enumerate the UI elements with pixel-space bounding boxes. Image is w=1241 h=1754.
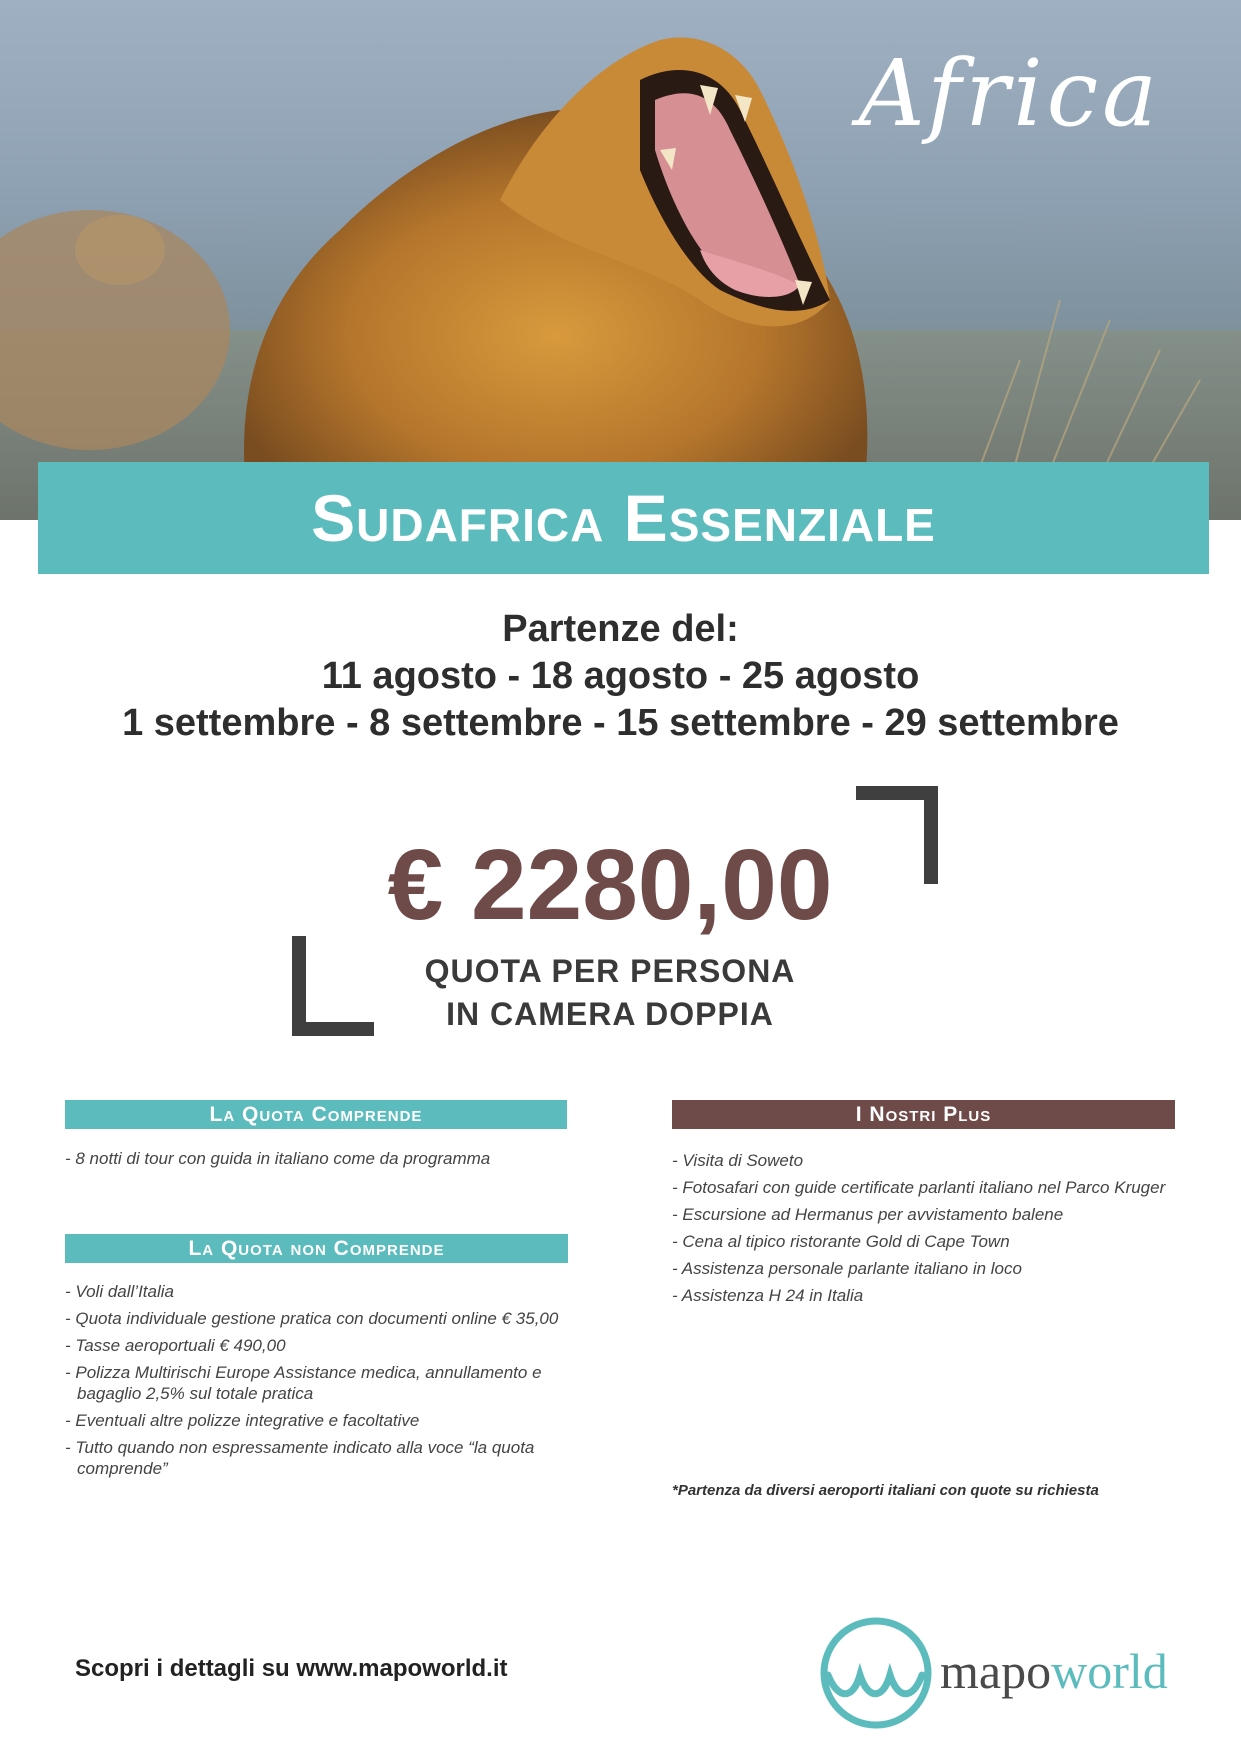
price-note-line-1: QUOTA PER PERSONA: [424, 953, 796, 989]
departure-airports-note: *Partenza da diversi aeroporti italiani con quote su richiesta: [672, 1482, 1099, 1499]
excludes-list: [65, 1281, 570, 1485]
website-link[interactable]: Scopri i dettagli su www.mapoworld.it: [75, 1655, 508, 1682]
list-item: - Tasse aeroportuali € 490,00: [65, 1336, 286, 1355]
corner-bracket-top-right: [856, 786, 938, 884]
list-item: - Visita di Soweto: [672, 1151, 804, 1170]
includes-list: [65, 1148, 565, 1175]
africa-script-title: Africa: [858, 40, 1161, 147]
includes-heading: La Quota Comprende: [65, 1100, 567, 1129]
page-title: Sudafrica Essenziale: [311, 481, 936, 555]
hero-image: [0, 0, 1241, 520]
plus-list: [672, 1150, 1177, 1312]
list-item: - Cena al tipico ristorante Gold di Cape Town: [672, 1232, 1010, 1251]
price-amount: € 2280,00: [387, 829, 833, 941]
list-item: - Assistenza personale parlante italiano in loco: [672, 1259, 1022, 1278]
departures-line-1: 11 agosto - 18 agosto - 25 agosto: [321, 655, 920, 697]
price-note: [360, 950, 860, 1036]
list-item: - Assistenza H 24 in Italia: [672, 1286, 864, 1305]
logo-part-world: world: [1051, 1643, 1168, 1699]
list-item: - Escursione ad Hermanus per avvistamento balene: [672, 1205, 1064, 1224]
list-item: - Fotosafari con guide certificate parlanti italiano nel Parco Kruger: [672, 1178, 1166, 1197]
departures-block: [0, 606, 1241, 747]
title-band: [38, 462, 1209, 574]
list-item: - Tutto quando non espressamente indicato alla voce “la quota comprende”: [65, 1438, 535, 1478]
excludes-heading: La Quota non Comprende: [65, 1234, 568, 1263]
list-item: - Voli dall’Italia: [65, 1282, 174, 1301]
departures-heading: Partenze del:: [502, 608, 739, 650]
list-item: - Eventuali altre polizze integrative e facoltative: [65, 1411, 420, 1430]
logo-wordmark: [940, 1642, 1168, 1700]
price-note-line-2: IN CAMERA DOPPIA: [446, 996, 774, 1032]
list-item: - Quota individuale gestione pratica con documenti online € 35,00: [65, 1309, 559, 1328]
logo-part-mapo: mapo: [940, 1643, 1052, 1699]
list-item: - 8 notti di tour con guida in italiano come da programma: [65, 1149, 491, 1168]
plus-heading: I Nostri Plus: [672, 1100, 1175, 1129]
departures-line-2: 1 settembre - 8 settembre - 15 settembre - 29 settembre: [122, 702, 1119, 744]
list-item: - Polizza Multirischi Europe Assistance medica, annullamento e bagaglio 2,5% sul totale pratica: [65, 1363, 542, 1403]
